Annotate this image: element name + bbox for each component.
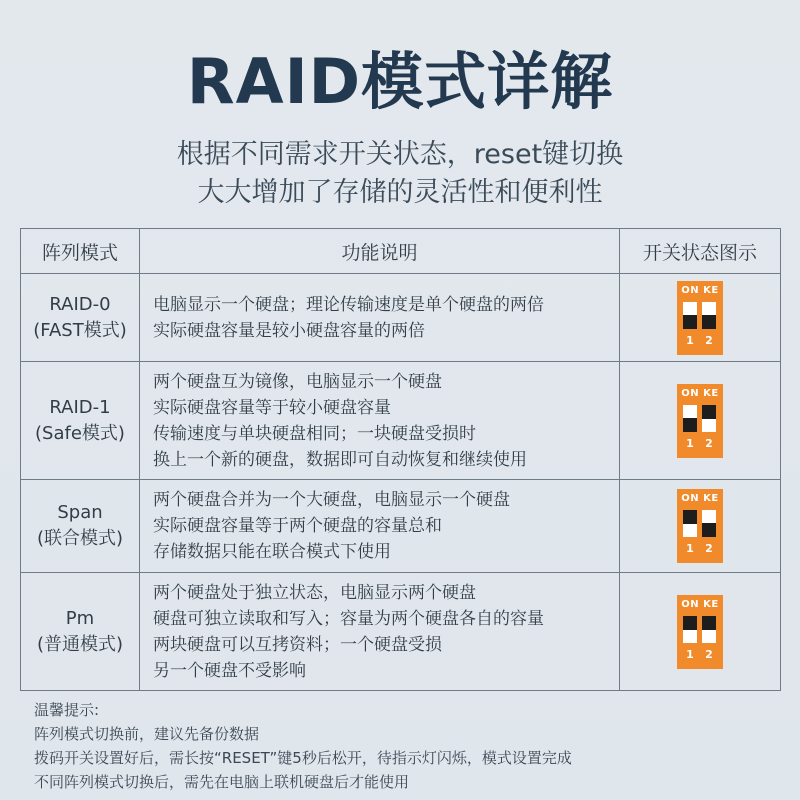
switch-slot-2: [702, 616, 716, 643]
switch-knob-2: [702, 616, 716, 630]
switch-number-1: 1: [686, 333, 694, 347]
table-row-span: [21, 480, 781, 573]
description-line: 换上一个新的硬盘，数据即可自动恢复和继续使用: [153, 449, 527, 470]
switch-number-2: 2: [705, 647, 713, 661]
switch-knob-1: [683, 616, 697, 630]
switch-slot-1: [683, 616, 697, 643]
switch-knob-1: [683, 315, 697, 329]
column-header-switch: 开关状态图示: [620, 229, 781, 274]
switch-slot-1: [683, 405, 697, 432]
switch-cell: [620, 573, 781, 691]
switch-number-2: 2: [705, 436, 713, 450]
switch-slot-1: [683, 510, 697, 537]
dip-switch-icon: [677, 595, 723, 669]
switch-knob-1: [683, 510, 697, 524]
column-header-mode: 阵列模式: [21, 229, 140, 274]
switch-on-label: ON KE: [681, 387, 719, 399]
raid-mode-table: [20, 228, 781, 691]
description-cell: [140, 274, 620, 362]
switch-knob-1: [683, 418, 697, 432]
switch-number-1: 1: [686, 436, 694, 450]
mode-name: RAID-0: [49, 293, 111, 315]
description-line: 传输速度与单块硬盘相同；一块硬盘受损时: [153, 423, 476, 444]
switch-slot-2: [702, 510, 716, 537]
description-line: 另一个硬盘不受影响: [153, 660, 306, 681]
table-row-raid0: [21, 274, 781, 362]
switch-on-label: ON KE: [681, 284, 719, 296]
switch-knob-2: [702, 315, 716, 329]
switch-number-2: 2: [705, 542, 713, 555]
mode-cell: [21, 480, 140, 573]
switch-number-2: 2: [705, 333, 713, 347]
description-line: 实际硬盘容量等于较小硬盘容量: [153, 397, 391, 418]
tips-section: [34, 698, 572, 794]
tip-line: 不同阵列模式切换后，需先在电脑上联机硬盘后才能使用: [34, 773, 410, 791]
table-header-row: [21, 229, 781, 274]
switch-cell: [620, 274, 781, 362]
mode-cell: [21, 573, 140, 691]
column-header-function: 功能说明: [140, 229, 620, 274]
switch-slot-2: [702, 302, 716, 329]
description-line: 硬盘可独立读取和写入；容量为两个硬盘各自的容量: [153, 608, 544, 629]
mode-name: Span: [57, 502, 103, 523]
description-line: 存储数据只能在联合模式下使用: [153, 542, 391, 562]
switch-slot-1: [683, 302, 697, 329]
dip-switch-icon: [677, 384, 723, 458]
switch-knob-2: [702, 405, 716, 419]
mode-alias: (联合模式): [36, 528, 124, 549]
description-line: 实际硬盘容量是较小硬盘容量的两倍: [153, 320, 425, 341]
switch-on-label: ON KE: [681, 493, 719, 504]
description-line: 两个硬盘互为镜像，电脑显示一个硬盘: [153, 371, 442, 392]
switch-number-1: 1: [686, 647, 694, 661]
mode-alias: (Safe模式): [35, 422, 125, 444]
subtitle-line-1: 根据不同需求开关状态，reset键切换: [176, 139, 624, 170]
mode-alias: (FAST模式): [33, 319, 127, 341]
subtitle-line-2: 大大增加了存储的灵活性和便利性: [197, 177, 603, 208]
description-line: 电脑显示一个硬盘；理论传输速度是单个硬盘的两倍: [153, 294, 544, 315]
switch-number-1: 1: [686, 542, 694, 555]
mode-alias: (普通模式): [36, 633, 124, 655]
description-line: 两个硬盘处于独立状态，电脑显示两个硬盘: [153, 582, 476, 603]
switch-cell: [620, 362, 781, 480]
table-row-pm: [21, 573, 781, 691]
description-line: 实际硬盘容量等于两个硬盘的容量总和: [153, 516, 442, 536]
mode-name: RAID-1: [49, 396, 111, 418]
tip-line: 阵列模式切换前，建议先备份数据: [34, 725, 260, 743]
dip-switch-icon: [677, 489, 723, 563]
dip-switch-icon: [677, 281, 723, 355]
description-cell: [140, 362, 620, 480]
tips-heading: 温馨提示:: [34, 701, 100, 719]
table-row-raid1: [21, 362, 781, 480]
description-cell: [140, 573, 620, 691]
switch-slot-2: [702, 405, 716, 432]
page-title: RAID模式详解: [186, 45, 614, 118]
description-cell: [140, 480, 620, 573]
switch-on-label: ON KE: [681, 598, 719, 610]
mode-name: Pm: [65, 607, 95, 629]
description-line: 两块硬盘可以互拷资料；一个硬盘受损: [153, 634, 442, 655]
tip-line: 拨码开关设置好后，需长按“RESET”键5秒后松开，待指示灯闪烁，模式设置完成: [34, 749, 572, 767]
switch-cell: [620, 480, 781, 573]
switch-knob-2: [702, 523, 716, 537]
mode-cell: [21, 274, 140, 362]
description-line: 两个硬盘合并为一个大硬盘，电脑显示一个硬盘: [153, 490, 510, 510]
mode-cell: [21, 362, 140, 480]
